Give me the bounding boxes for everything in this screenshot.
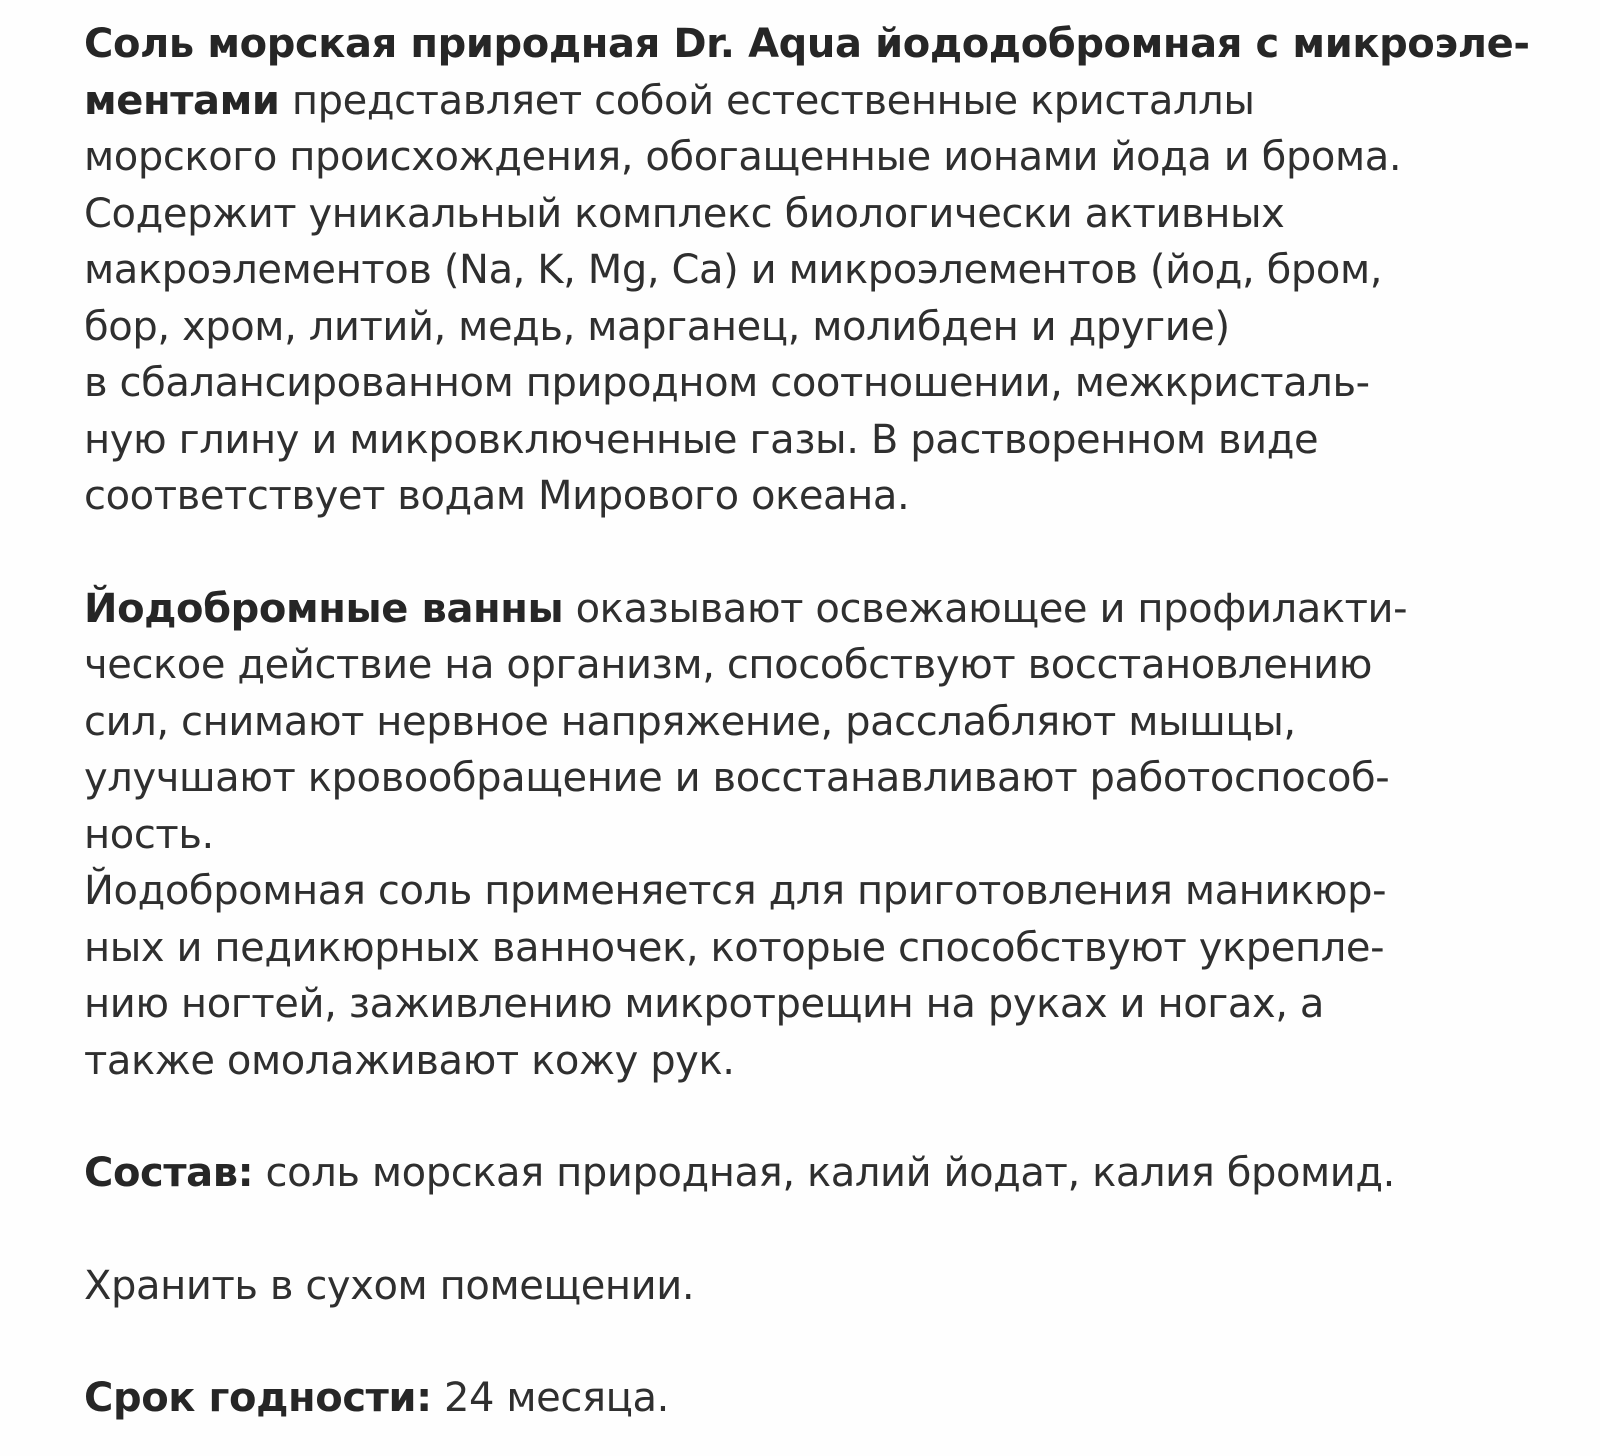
description-text: представляет собой естественные кристаллы морского происхождения, обогащенные ионами йода и брома. Содержит уникальный комплекс биологически активных макроэлементов (Na, K, Mg, Ca) и микроэлементов (йод, бром, бор, хром, литий, медь, марганец, молибден и другие) в сбалансированном природном соотношении, межкристаль- ную глину и микровключенные газы. В растворенном виде соответствует водам Мирового океана. bbox=[84, 77, 1402, 519]
product-name-heading: Соль морская природная Dr. Aqua йододобромная с микроэле- ментами bbox=[84, 21, 1530, 124]
storage-text: Хранить в сухом помещении. bbox=[84, 1262, 695, 1309]
paragraph-baths bbox=[84, 581, 1584, 864]
usage-text: Йодобромная соль применяется для приготовления маникюр- ных и педикюрных ванночек, которые способствуют укрепле- нию ногтей, заживлению микротрещин на руках и ногах, а также омолаживают кожу рук. bbox=[84, 868, 1387, 1084]
shelf-life-heading: Срок годности: bbox=[84, 1375, 432, 1421]
paragraph-usage bbox=[84, 863, 1584, 1089]
label-text-block bbox=[84, 16, 1584, 1427]
baths-heading: Йодобромные ванны bbox=[84, 585, 564, 632]
paragraph-shelf-life bbox=[84, 1370, 1584, 1427]
baths-text: оказывают освежающее и профилакти- ческое действие на организм, способствуют восстановлению сил, снимают нервное напряжение, расслабляют мышцы, улучшают кровообращение и восстанавливают работоспособ- ность. bbox=[84, 585, 1408, 858]
composition-heading: Состав: bbox=[84, 1150, 254, 1196]
paragraph-storage bbox=[84, 1258, 1584, 1315]
shelf-life-text: 24 месяца. bbox=[431, 1375, 669, 1421]
paragraph-composition bbox=[84, 1145, 1584, 1202]
composition-text: соль морская природная, калий йодат, калия бромид. bbox=[253, 1150, 1395, 1196]
paragraph-description bbox=[84, 16, 1584, 525]
